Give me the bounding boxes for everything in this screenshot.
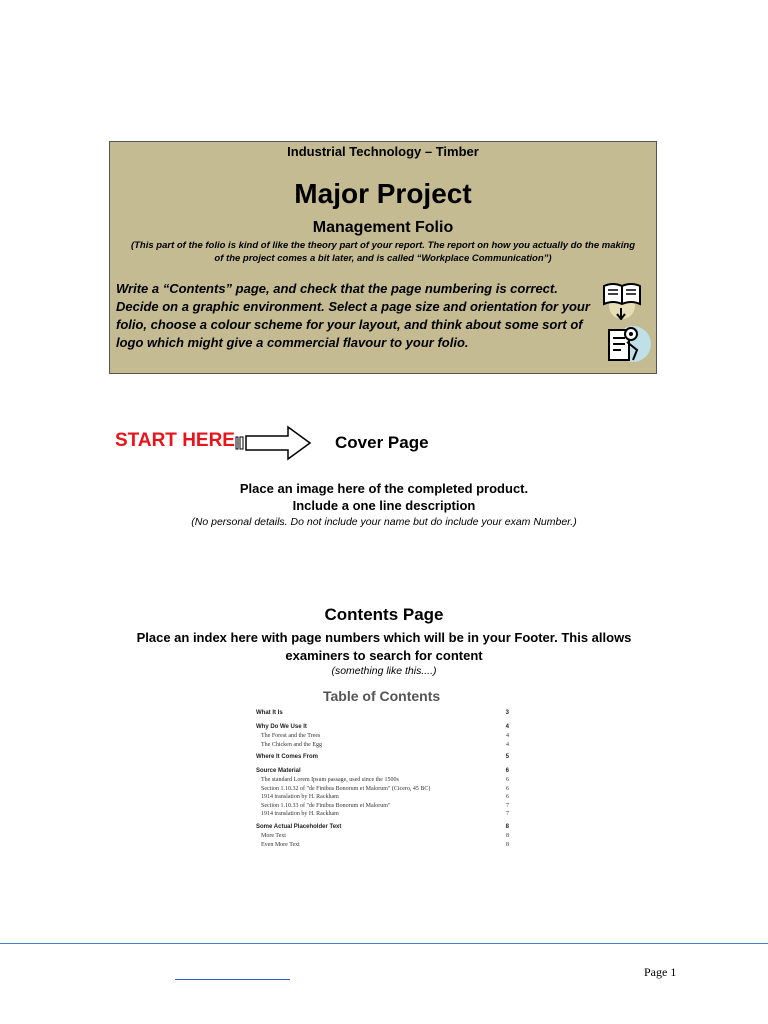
start-here-label: START HERE bbox=[115, 430, 235, 451]
toc-entry-text: Section 1.10.33 of "de Finibus Bonorum et Malorum" bbox=[261, 802, 391, 809]
cover-page-heading: Cover Page bbox=[335, 433, 429, 452]
toc-entry-page: 8 bbox=[506, 841, 509, 848]
cover-instruction-2: Include a one line description bbox=[292, 498, 476, 513]
footer-rule bbox=[0, 943, 768, 944]
toc-row bbox=[256, 803, 509, 812]
header-box bbox=[109, 141, 657, 374]
toc-entry-text: Where It Comes From bbox=[256, 754, 319, 760]
toc-row bbox=[256, 768, 509, 778]
toc-entry-text: The Chicken and the Egg bbox=[261, 741, 322, 748]
toc-row bbox=[256, 811, 509, 820]
toc-entry-page: 8 bbox=[506, 833, 509, 839]
toc-row bbox=[256, 794, 509, 803]
toc-row bbox=[256, 777, 509, 786]
toc-entry-page: 6 bbox=[506, 794, 509, 800]
contents-note: (something like this....) bbox=[331, 665, 437, 677]
toc-entry-page: 4 bbox=[506, 733, 509, 739]
toc-entry-page: 6 bbox=[506, 777, 509, 783]
toc-row bbox=[256, 786, 509, 795]
cover-note: (No personal details. Do not include your name but do include your exam Number.) bbox=[191, 516, 577, 528]
toc-entry-text: The standard Lorem Ipsum passage, used since the 1500s bbox=[261, 777, 399, 783]
instructions-text: Write a “Contents” page, and check that the page numbering is correct. Decide on a graphic environment. Select a page size and orientation for your folio, choose a colour scheme for your layout, and think about some sort of logo which might give a commercial flavour to your folio. bbox=[116, 281, 590, 350]
toc-entry-text: What It Is bbox=[256, 710, 283, 716]
toc-entry-page: 4 bbox=[505, 723, 509, 730]
table-of-contents bbox=[256, 710, 509, 850]
toc-row bbox=[256, 833, 509, 842]
contents-instruction: Place an index here with page numbers which will be in your Footer. This allows examiners to search for content bbox=[136, 630, 632, 663]
toc-entry-page: 7 bbox=[506, 811, 509, 817]
toc-row bbox=[256, 824, 509, 834]
page-number: Page 1 bbox=[644, 965, 677, 979]
toc-row bbox=[256, 842, 509, 851]
toc-entry-page: 8 bbox=[505, 823, 509, 830]
toc-entry-page: 6 bbox=[505, 767, 509, 774]
open-book-icon bbox=[601, 276, 643, 320]
toc-row bbox=[256, 733, 509, 742]
toc-entry-page: 7 bbox=[506, 802, 509, 809]
toc-row bbox=[256, 742, 509, 751]
toc-entry-text: Why Do We Use It bbox=[256, 723, 307, 730]
toc-entry-page: 6 bbox=[506, 785, 509, 792]
toc-entry-text: 1914 translation by H. Rackham bbox=[261, 794, 339, 800]
toc-entry-text: Even More Text bbox=[261, 841, 300, 848]
main-title: Major Project bbox=[294, 178, 472, 209]
subtitle: Management Folio bbox=[312, 219, 454, 236]
cover-instruction-1: Place an image here of the completed product. bbox=[239, 481, 529, 496]
reader-figure-icon bbox=[603, 320, 653, 366]
toc-entry-page: 3 bbox=[505, 710, 509, 716]
toc-entry-text: Source Material bbox=[256, 767, 301, 774]
toc-entry-text: 1914 translation by H. Rackham bbox=[261, 811, 339, 817]
toc-row bbox=[256, 724, 509, 734]
right-arrow-icon bbox=[234, 425, 314, 461]
toc-row bbox=[256, 754, 509, 764]
contents-page-heading: Contents Page bbox=[324, 605, 444, 624]
toc-entry-page: 4 bbox=[506, 741, 509, 748]
toc-row bbox=[256, 710, 509, 720]
toc-entry-text: Some Actual Placeholder Text bbox=[256, 823, 342, 830]
footer-hyperlink[interactable] bbox=[175, 979, 290, 980]
toc-entry-text: Section 1.10.32 of "de Finibus Bonorum et Malorum" (Cicero, 45 BC) bbox=[261, 785, 431, 792]
toc-entry-text: More Text bbox=[261, 833, 286, 839]
subject-heading: Industrial Technology – Timber bbox=[287, 144, 479, 159]
toc-entry-text: The Forest and the Trees bbox=[261, 733, 321, 739]
toc-title: Table of Contents bbox=[323, 688, 441, 704]
toc-entry-page: 5 bbox=[505, 754, 509, 760]
header-note: (This part of the folio is kind of like the theory part of your report. The report on how you actually do the making of the project comes a bit later, and is called “Workplace Communication”) bbox=[130, 240, 636, 264]
